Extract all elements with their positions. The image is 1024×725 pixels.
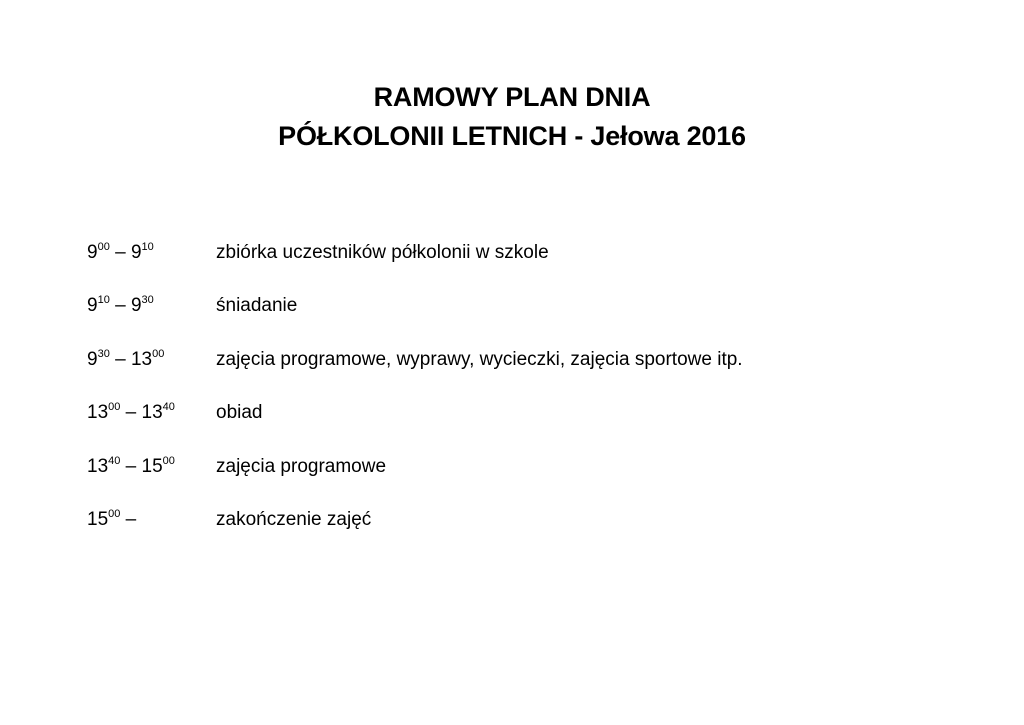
activity-text: śniadanie	[216, 295, 298, 317]
end-minutes: 30	[141, 294, 154, 307]
activity-text: zajęcia programowe, wyprawy, wycieczki, zajęcia sportowe itp.	[216, 348, 743, 370]
schedule-row	[87, 238, 987, 291]
end-minutes: 00	[162, 454, 175, 467]
document-title-line-2: PÓŁKOLONII LETNICH - Jełowa 2016	[278, 121, 746, 151]
time-dash: –	[115, 348, 126, 370]
schedule-list	[87, 238, 987, 558]
activity-text: zbiórka uczestników półkolonii w szkole	[216, 242, 549, 263]
time-dash: –	[115, 242, 126, 263]
schedule-row	[87, 291, 987, 344]
end-minutes: 40	[162, 401, 175, 414]
end-hour: 9	[130, 242, 142, 263]
start-hour: 13	[87, 402, 109, 424]
time-dash: –	[125, 402, 137, 424]
end-hour: 13	[130, 348, 153, 370]
document-title-line-1: RAMOWY PLAN DNIA	[373, 82, 651, 112]
end-hour: 9	[130, 295, 142, 317]
start-minutes: 00	[97, 241, 110, 253]
time-dash: –	[115, 295, 126, 317]
end-hour: 15	[141, 455, 163, 477]
time-range	[87, 345, 215, 375]
start-hour: 13	[87, 455, 109, 477]
end-hour: 13	[141, 402, 163, 424]
end-minutes: 10	[141, 241, 154, 253]
schedule-row	[87, 398, 987, 451]
activity-text: obiad	[216, 402, 263, 424]
activity-text: zajęcia programowe	[216, 455, 387, 477]
start-minutes: 00	[108, 507, 121, 520]
start-hour: 9	[87, 242, 98, 263]
activity-text: zakończenie zajęć	[216, 508, 372, 530]
time-dash: –	[125, 455, 137, 477]
time-range	[87, 238, 215, 268]
time-range	[87, 398, 215, 428]
schedule-row	[87, 452, 987, 505]
start-minutes: 00	[108, 401, 121, 414]
start-minutes: 30	[97, 347, 110, 360]
start-minutes: 40	[108, 454, 121, 467]
time-range	[87, 291, 215, 321]
time-range	[87, 505, 215, 535]
time-dash: –	[125, 508, 137, 530]
time-range	[87, 452, 215, 482]
start-hour: 15	[87, 508, 109, 530]
start-hour: 9	[87, 348, 98, 370]
end-minutes: 00	[152, 347, 165, 360]
schedule-row	[87, 505, 987, 558]
schedule-row	[87, 345, 987, 398]
start-minutes: 10	[97, 294, 110, 307]
start-hour: 9	[87, 295, 98, 317]
